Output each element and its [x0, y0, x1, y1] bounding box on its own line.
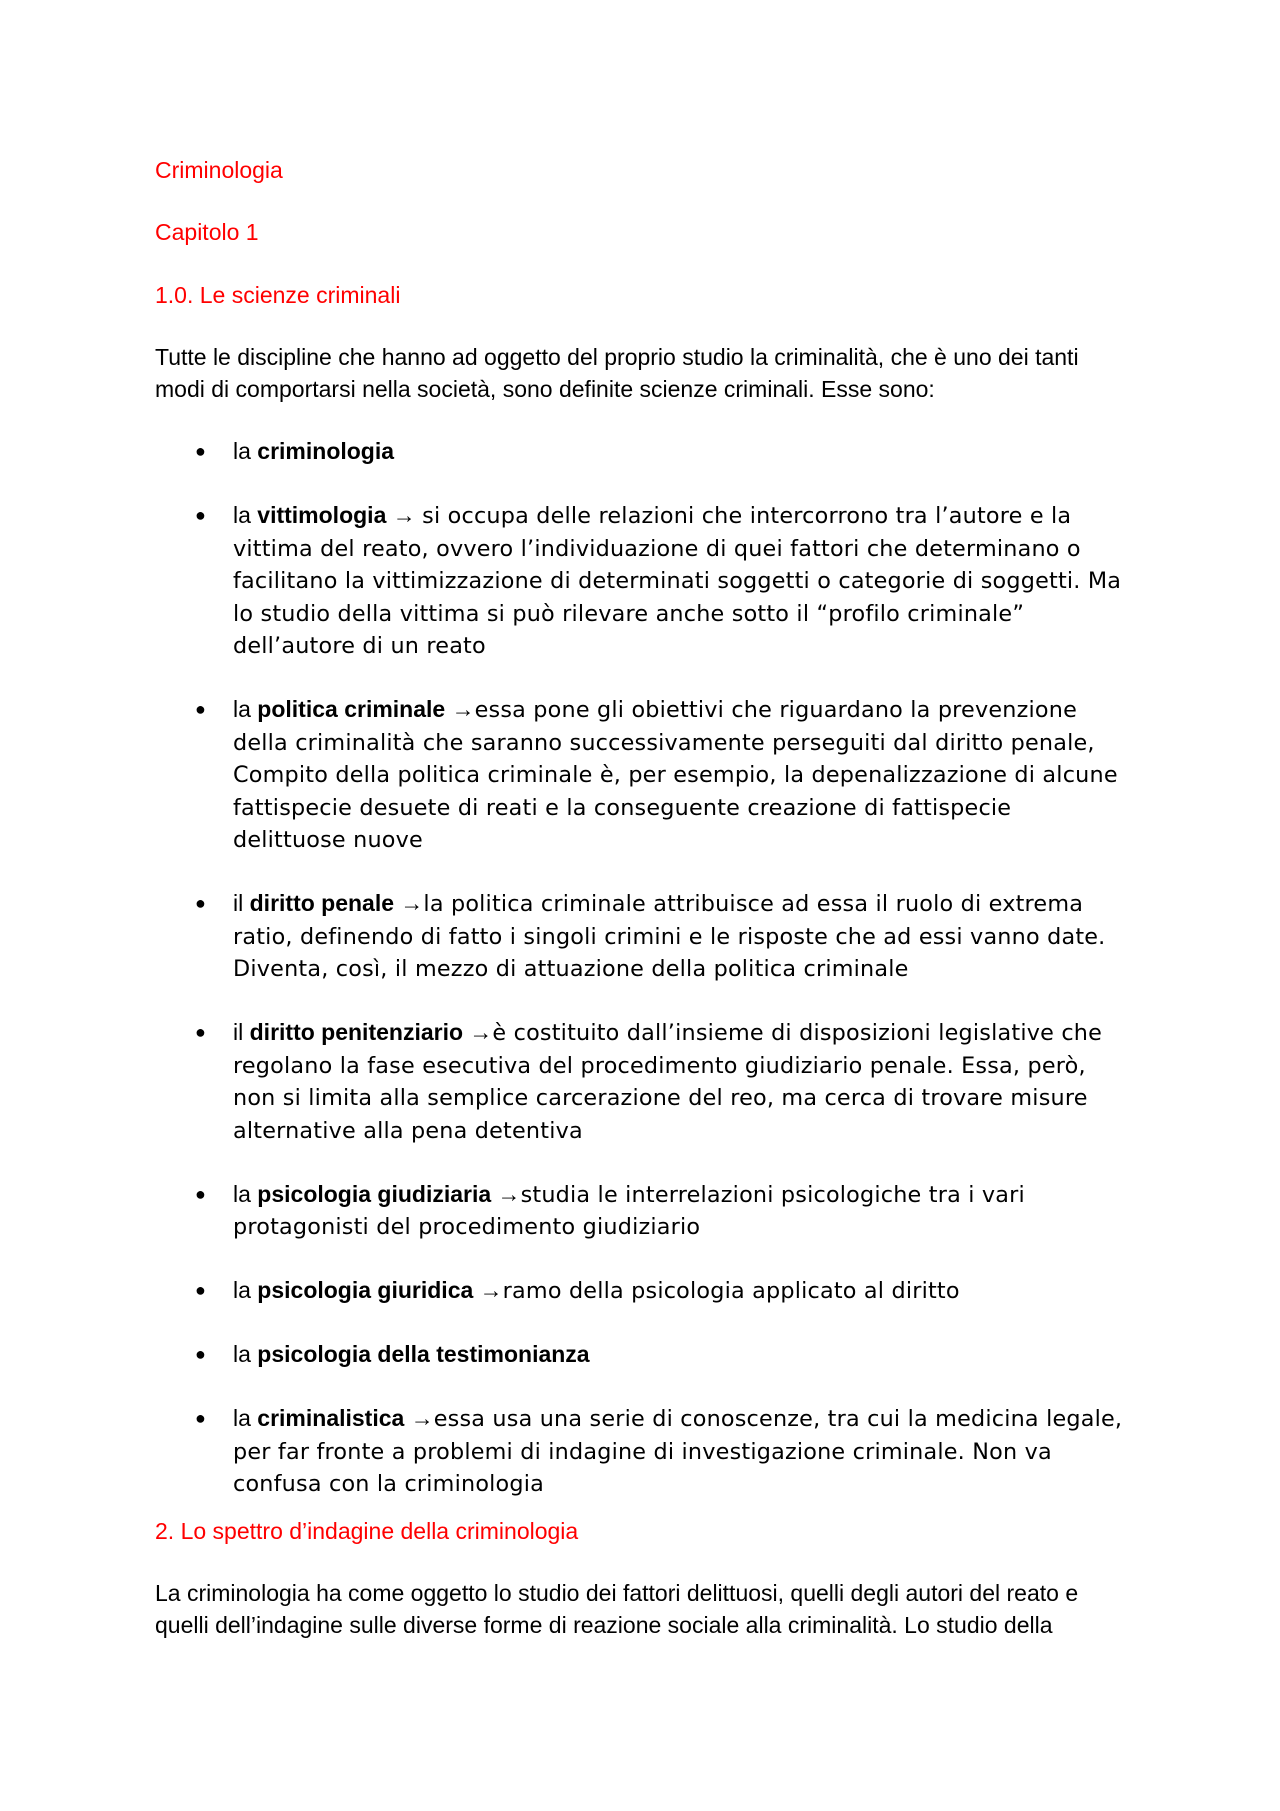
item-article: il [233, 1019, 250, 1045]
item-article: la [233, 696, 258, 722]
section-heading-2: 2. Lo spettro d’indagine della criminologia [155, 1518, 579, 1544]
item-lead [233, 502, 422, 528]
item-lead [233, 1405, 434, 1431]
item-description: essa usa una serie di conoscenze, tra cui la medicina legale, per far fronte a problemi di indagine di investigazione criminale. Non va confusa con la criminologia [233, 1406, 1123, 1497]
bullet-icon: ● [195, 893, 206, 913]
bullet-icon: ● [195, 699, 206, 719]
item-article: la [233, 438, 258, 464]
item-term: politica criminale [257, 696, 446, 722]
arrow-icon: → [386, 502, 423, 528]
item-article: la [233, 1180, 258, 1207]
list-item [155, 1017, 1130, 1147]
section-2-paragraph: La criminologia ha come oggetto lo studio dei fattori delittuosi, quelli degli autori del reato e quelli dell’indagine sulle diverse forme di reazione sociale alla criminalità. Lo studio della [155, 1580, 1079, 1638]
item-article: la [233, 1277, 258, 1303]
item-lead [233, 696, 475, 722]
item-term: diritto penitenziario [249, 1019, 464, 1045]
item-description: la politica criminale attribuisce ad essa il ruolo di extrema ratio, definendo di fatto i singoli crimini e le risposte che ad essi vanno date. Diventa, così, il mezzo di attuazione della politica criminale [233, 891, 1106, 982]
item-article: la [233, 1405, 258, 1431]
sciences-list [155, 436, 1130, 1532]
intro-paragraph: Tutte le discipline che hanno ad oggetto del proprio studio la criminalità, che è uno dei tanti modi di comportarsi nella società, sono definite scienze criminali. Esse sono: [155, 344, 1079, 402]
item-term: criminalistica [257, 1405, 405, 1431]
item-term: criminologia [257, 438, 395, 464]
item-lead [233, 438, 394, 464]
item-term: vittimologia [257, 502, 387, 528]
list-item [155, 694, 1130, 857]
bullet-icon: ● [195, 1344, 206, 1364]
item-term: psicologia della testimonianza [257, 1341, 590, 1367]
list-item [155, 436, 1130, 469]
section-heading-1: 1.0. Le scienze criminali [155, 282, 401, 308]
item-term: psicologia giudiziaria [257, 1180, 492, 1207]
item-description: ramo della psicologia applicato al diritto [502, 1278, 960, 1304]
list-item [155, 500, 1130, 663]
item-description: è costituito dall’insieme di disposizioni legislative che regolano la fase esecutiva del procedimento giudiziario penale. Essa, però, non si limita alla semplice carcerazione del reo, ma cerca di trovare misure alternative alla pena detentiva [233, 1020, 1103, 1144]
arrow-icon: → [491, 1180, 521, 1207]
arrow-icon: → [473, 1277, 503, 1303]
arrow-icon: → [445, 696, 475, 722]
list-item [155, 888, 1130, 986]
item-lead [233, 1019, 492, 1045]
list-item [155, 1339, 1130, 1372]
arrow-icon: → [463, 1019, 493, 1045]
bullet-icon: ● [195, 441, 206, 461]
bullet-icon: ● [195, 1408, 206, 1428]
bullet-icon: ● [195, 505, 206, 525]
item-lead [233, 1277, 503, 1303]
item-article: la [233, 1341, 258, 1367]
item-description: essa pone gli obiettivi che riguardano la prevenzione della criminalità che saranno successivamente perseguiti dal diritto penale, Compito della politica criminale è, per esempio, la depenalizzazione di alcune fattispecie desuete di reati e la conseguente creazione di fattispecie delittuose nuove [233, 697, 1118, 853]
item-article: il [233, 890, 250, 916]
list-item [155, 1275, 1130, 1308]
list-item [155, 1403, 1130, 1501]
item-term: psicologia giuridica [257, 1277, 474, 1303]
list-item [155, 1179, 1130, 1244]
item-description: si occupa delle relazioni che intercorrono tra l’autore e la vittima del reato, ovvero l’individuazione di quei fattori che determinano o facilitano la vittimizzazione di determinati soggetti o categorie di soggetti. Ma lo studio della vittima si può rilevare anche sotto il “profilo criminale” dell’autore di un reato [233, 503, 1122, 659]
item-lead [233, 890, 423, 916]
bullet-icon: ● [195, 1022, 206, 1042]
item-lead [233, 1181, 521, 1207]
item-description: studia le interrelazioni psicologiche tra i vari protagonisti del procedimento giudiziario [233, 1181, 1025, 1240]
document-title: Criminologia [155, 157, 283, 183]
chapter-heading: Capitolo 1 [155, 219, 259, 245]
bullet-icon: ● [195, 1280, 206, 1300]
arrow-icon: → [394, 890, 424, 916]
bullet-icon: ● [195, 1183, 206, 1204]
item-term: diritto penale [249, 890, 395, 916]
item-article: la [233, 502, 258, 528]
item-lead [233, 1341, 590, 1367]
arrow-icon: → [404, 1405, 434, 1431]
